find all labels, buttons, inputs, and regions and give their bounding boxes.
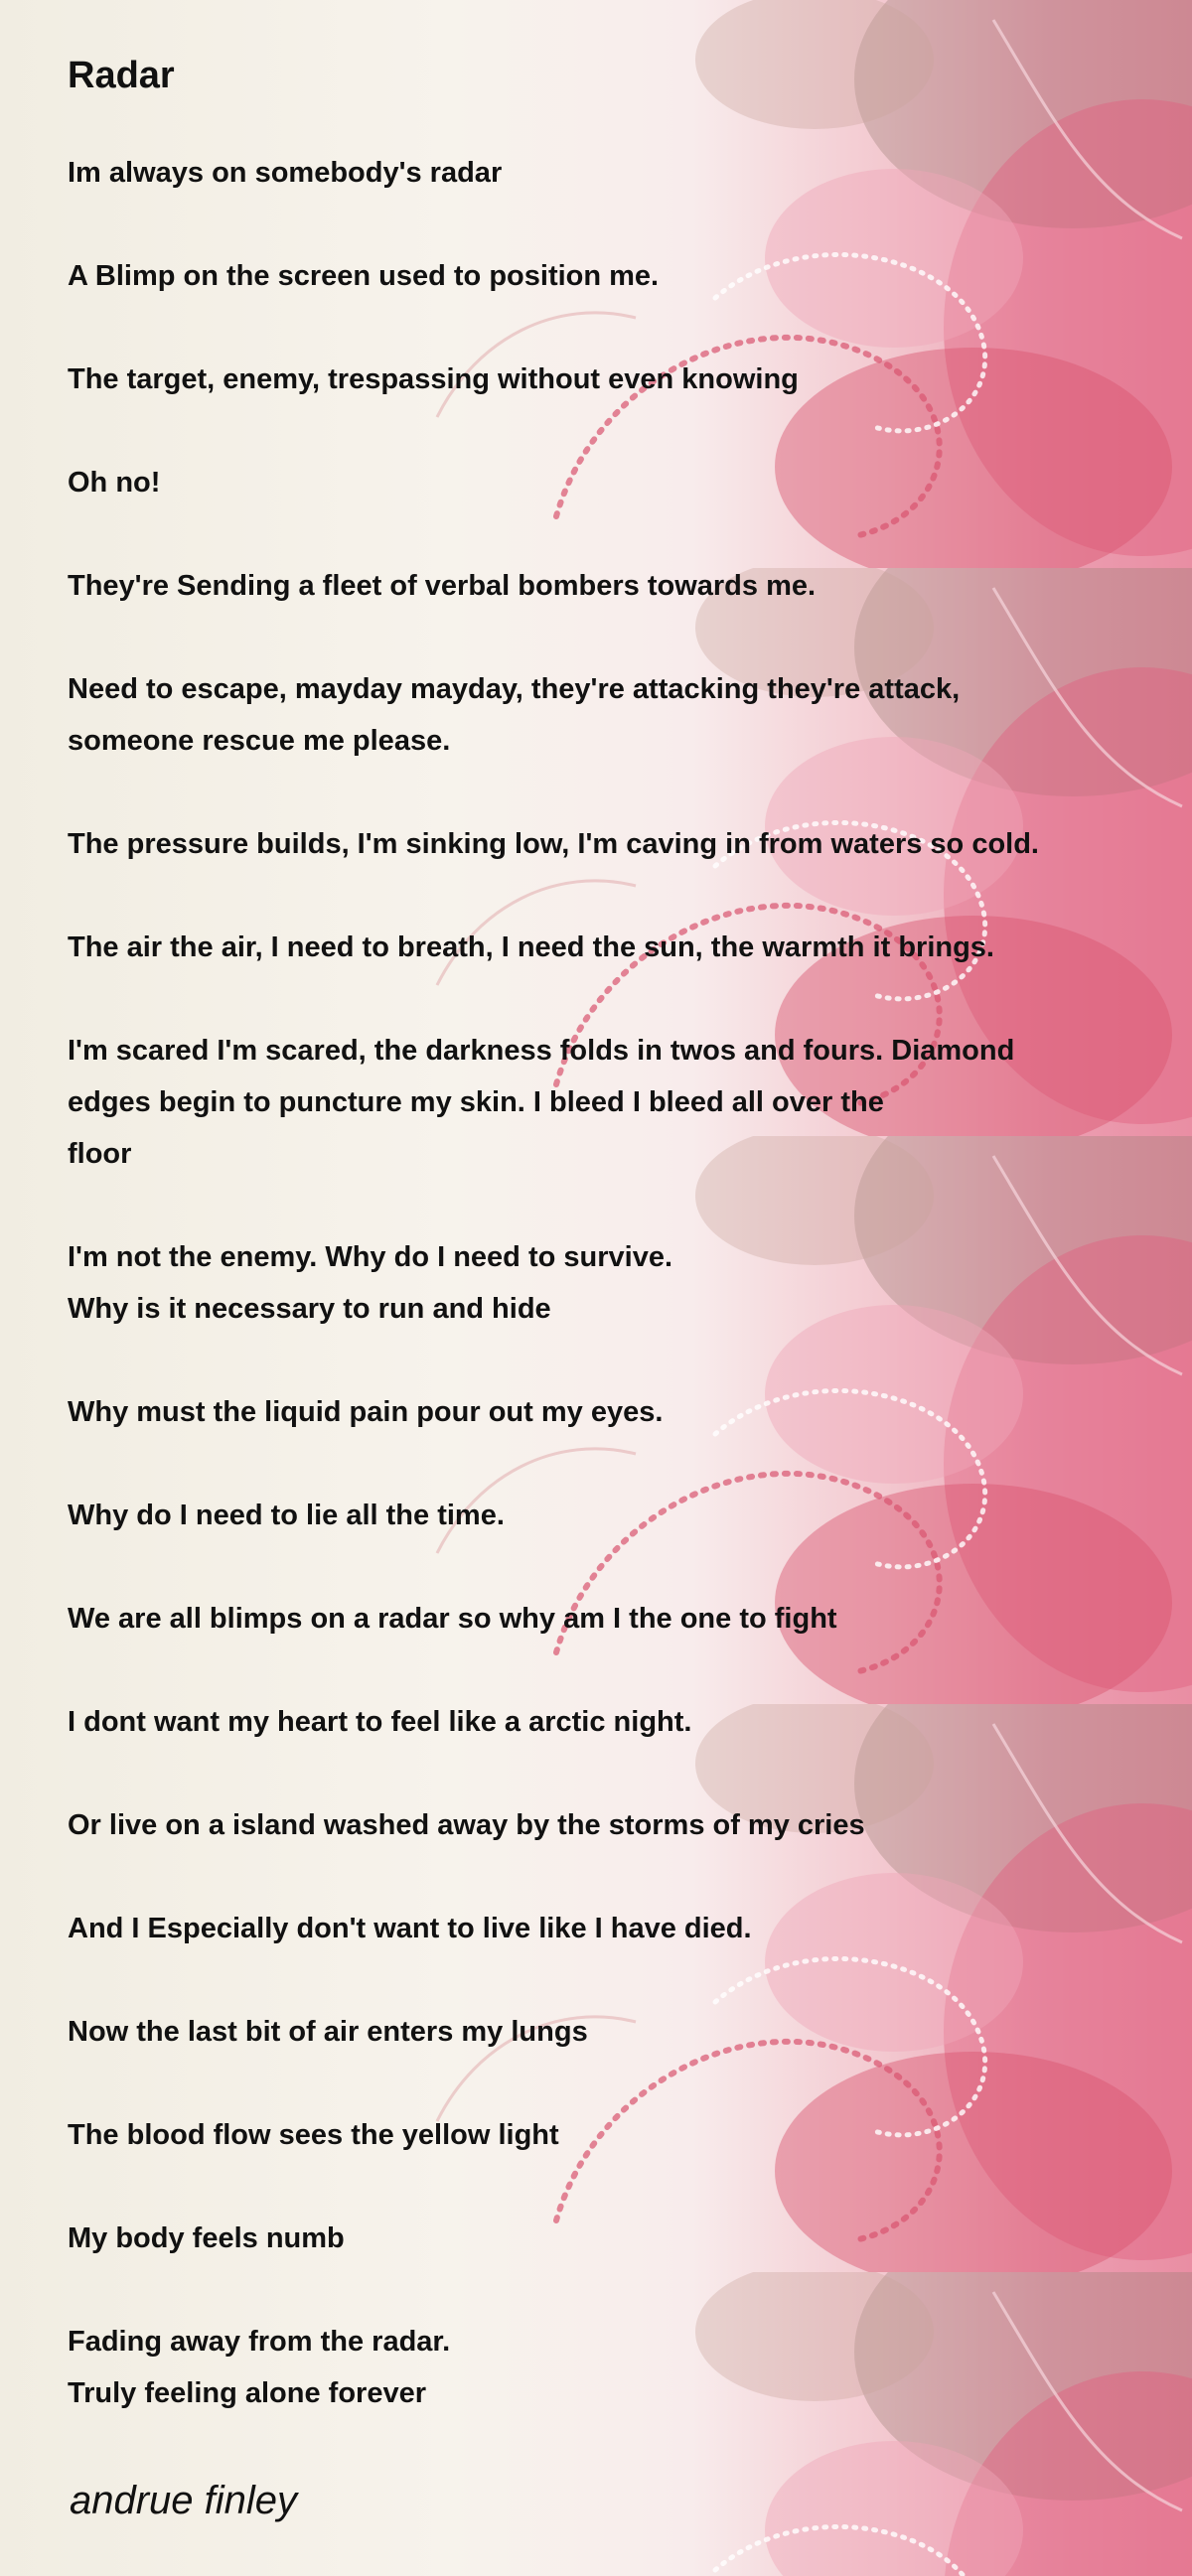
poem-stanza: They're Sending a fleet of verbal bombers towards me. — [68, 570, 817, 602]
poem-stanza: The target, enemy, trespassing without even knowing — [68, 363, 799, 395]
poem-stanza: Im always on somebody's radar — [68, 157, 503, 189]
floral-pattern-icon — [0, 1704, 1192, 2272]
poem-stanza: I dont want my heart to feel like a arctic night. — [68, 1706, 692, 1738]
poem-stanza: The pressure builds, I'm sinking low, I'm caving in from waters so cold. — [68, 828, 1039, 860]
poem-stanza: Need to escape, mayday mayday, they're attacking they're attack, someone rescue me please. — [68, 673, 961, 757]
floral-background-tile — [0, 1704, 1192, 2272]
poem-stanza: The air the air, I need to breath, I need the sun, the warmth it brings. — [68, 931, 994, 963]
poem-stanza: I'm not the enemy. Why do I need to survive. Why is it necessary to run and hide — [68, 1241, 673, 1325]
poem-stanza: My body feels numb — [68, 2222, 345, 2254]
poem-stanza: We are all blimps on a radar so why am I the one to fight — [68, 1603, 837, 1635]
poem-stanza: A Blimp on the screen used to position me. — [68, 260, 660, 292]
poem-stanza: Fading away from the radar. Truly feeling alone forever — [68, 2326, 451, 2409]
poem-title: Radar — [68, 55, 175, 96]
poem-stanza: Why do I need to lie all the time. — [68, 1500, 505, 1531]
poem-stanza: And I Especially don't want to live like I have died. — [68, 1913, 752, 1944]
poem-author: andrue finley — [70, 2479, 298, 2522]
poem-stanza: Now the last bit of air enters my lungs — [68, 2016, 588, 2048]
poem-stanza: I'm scared I'm scared, the darkness folds in twos and fours. Diamond edges begin to puncture my skin. I bleed I bleed all over the floor — [68, 1035, 1015, 1170]
poem-stanza: The blood flow sees the yellow light — [68, 2119, 559, 2151]
poem-stanza: Oh no! — [68, 467, 161, 499]
poem-stanza: Why must the liquid pain pour out my eyes. — [68, 1396, 664, 1428]
poem-stanza: Or live on a island washed away by the storms of my cries — [68, 1809, 865, 1841]
